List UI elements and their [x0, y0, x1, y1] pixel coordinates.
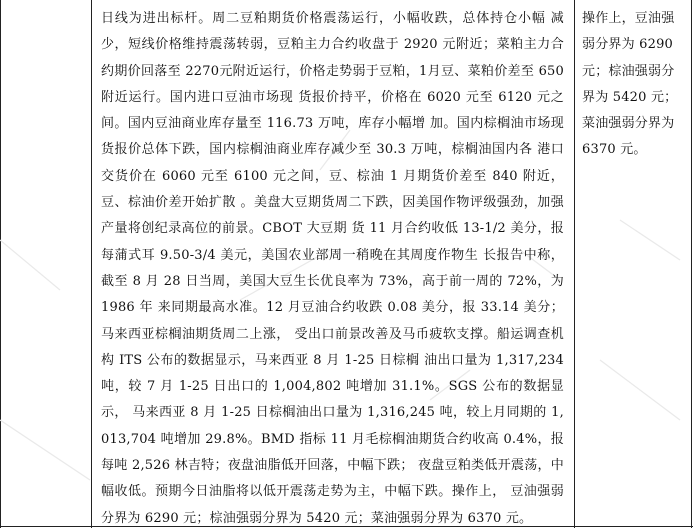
- left-border: [0, 0, 1, 528]
- second-column-divider: [574, 0, 575, 528]
- main-paragraph: 日线为进出标杆。周二豆粕期货价格震荡运行，小幅收跌，总体持仓小幅 减少，短线价格维持震荡转弱，豆粕主力合约收盘于 2920 元附近；菜粕主力合约期价回落至 2270元附近运行，价格走势弱于豆粕，1月豆、菜粕价差至 650附近运行。国内进口豆油市场现 货报价持平，价格在 6020 元至 6120 元之间。国内豆油商业库存量至 116.73 万吨，库存小幅增 加。国内棕榈油市场现货报价总体下跌，国内棕榈油商业库存减少至 30.3 万吨，棕榈油国内各 港口交货价在 6060 元至 6100 元之间，豆、棕油 1 月期货价差至 840 附近，豆、棕油价差开始扩散 。美盘大豆期货周二下跌，因美国作物评级强劲，加强产量将创纪录高位的前景。CBOT 大豆期 货 11 月合约收低 13-1/2 美分，报每蒲式耳 9.50-3/4 美元，美国农业部周一稍晚在其周度作物生 长报告中称，截至 8 月 28 日当周，美国大豆生长优良率为 73%，高于前一周的 72%，为 1986 年 来同期最高水准。12 月豆油合约收跌 0.08 美分，报 33.14 美分；马来西亚棕榈油期货周二上涨， 受出口前景改善及马币疲软支撑。船运调查机构 ITS 公布的数据显示，马来西亚 8 月 1-25 日棕榈 油出口量为 1,317,234 吨，较 7 月 1-25 日出口的 1,004,802 吨增加 31.1%。SGS 公布的数据显示， 马来西亚 8 月 1-25 日棕榈油出口量为 1,316,245 吨，较上月同期的 1,013,704 吨增加 29.8%。BMD 指标 11 月毛棕榈油期货合约收高 0.4%，报每吨 2,526 林吉特；夜盘油脂低开回落，中幅下跌； 夜盘豆粕类低开震荡，中幅收低。预期今日油脂将以低开震荡走势为主，中幅下跌。操作上， 豆油强弱分界为 6290 元；棕油强弱分界为 5420 元；菜油强弱分界为 6370 元。: [101, 11, 564, 526]
- side-text-cell: [576, 0, 691, 528]
- main-text-cell: [92, 0, 570, 528]
- side-paragraph: 操作上，豆油强弱分界为 6290 元；棕油强弱分界为 5420 元；菜油强弱分界为 6370 元。: [582, 11, 678, 158]
- right-border: [691, 0, 692, 528]
